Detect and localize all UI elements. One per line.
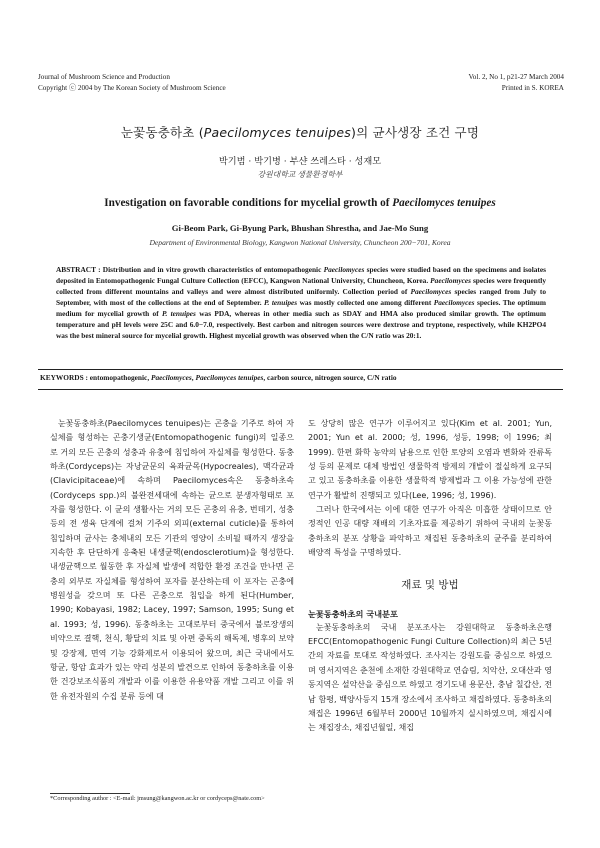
footnote-rule <box>50 793 130 794</box>
journal-header-right <box>469 72 565 93</box>
keywords: KEYWORDS : entomopathogenic, Paecilomyces, Paecilomyces tenuipes, carbon source, nitrogen source, C/N ratio <box>40 373 397 382</box>
volume-line: Vol. 2, No 1, p21-27 March 2004 <box>468 73 564 81</box>
section-heading-methods: 재료 및 방법 <box>401 579 459 592</box>
subsection-heading-distribution: 눈꽃동충하초의 국내분포 <box>308 608 398 619</box>
intro-paragraph-2: 그러나 한국에서는 이에 대한 연구가 아직은 미흡한 상태이므로 안정적인 인공 대량 재배의 기초자료를 제공하기 위하여 국내의 눈꽃동충하초의 분포 상황을 파악하고 채집된 동충하초의 균주를 분리하여 배양적 특성을 구명하였다. <box>308 505 552 558</box>
intro-paragraph-continued: 도 상당히 많은 연구가 이루어지고 있다(Kim et al. 2001; Yun, 2001; Yun et al. 2000; 성, 1996, 성등, 1998; 이 1996; 최 1999). 한편 화학 농약의 남용으로 인한 토양의 오염과 변화와 잔류독성 등의 문제로 대체 방법인 생물학적 방제의 개발이 절실하게 요구되고 있고 동충하초를 이용한 생물학적 방제법과 그 이용 가능성에 관한 연구가 활발히 진행되고 있다(Lee, 1996; 성, 1996). <box>308 419 552 500</box>
journal-header-left <box>38 72 226 93</box>
printed-line: Printed in S. KOREA <box>501 83 564 92</box>
affiliation-korean: 강원대학교 생물환경학부 <box>257 170 343 179</box>
journal-name: Journal of Mushroom Science and Production <box>38 73 170 81</box>
keywords-label: KEYWORDS : <box>40 373 88 382</box>
methods-paragraph-1: 눈꽃동충하초의 국내 분포조사는 강원대학교 동충하초은행 EFCC(Entomopathogenic Fungi Culture Collection)의 최근 5년간의 자료를 토대로 작성하였다. 조사지는 강원도를 중심으로 하였으며 영서지역은 춘천에 소재한 강원대학교 연습림, 치악산, 오대산과 영동지역은 설악산을 중심으로 하였고 경기도내 용문산, 충남 칠갑산, 전남 함평, 백양사등지 15개 장소에서 조사하고 채집하였다. 동충하초의 채집은 1996년 6월부터 2000년 10월까지 실시하였으며, 채집시에는 채집장소, 채집년월일, 채집 <box>308 622 552 733</box>
abstract-label: ABSTRACT : <box>56 265 101 274</box>
title-english: Investigation on favorable conditions for mycelial growth of Paecilomyces tenuipes <box>104 197 496 209</box>
body-column-right <box>308 417 552 736</box>
title-korean: 눈꽃동충하초 (Paecilomyces tenuipes)의 균사생장 조건 구명 <box>120 125 480 140</box>
abstract: ABSTRACT : Distribution and in vitro growth characteristics of entomopathogenic Paecilomyces species were studied based on the specimens and isolates deposited in Entomopathogenic Fungal Culture Collection (EFCC), Kangwon National University, Chuncheon, Korea. Paecilomyces species were frequently collected from different mountains and valleys and were almost distributed uniformly. Collection period of Paecilomyces species ranged from July to September, with most of the collections at the end of September. P. tenuipes was mostly collected one among different Paecilomyces species. The optimum medium for mycelial growth of P. tenuipes was PDA, whereas in other media such as SDAY and HMA also produced similar growth. The optimum temperature and pH levels were 25C and 6.0−7.0, respectively. Best carbon and nitrogen sources were dextrose and tryptone, respectively, while KH2PO4 was the best mineral source for mycelial growth. Highest mycelial growth was observed when the C/N ratio was 20:1. <box>56 265 547 340</box>
authors-korean: 박기범 · 박기병 · 부샨 쓰레스타 · 성재모 <box>218 156 382 167</box>
affiliation-english: Department of Environmental Biology, Kangwon National University, Chuncheon 200−701, Korea <box>149 238 451 247</box>
copyright-line: Copyright ⓒ 2004 by The Korean Society of Mushroom Science <box>38 83 226 92</box>
authors-english: Gi-Beom Park, Gi-Byung Park, Bhushan Shrestha, and Jae-Mo Sung <box>171 223 429 233</box>
keywords-bottom-rule <box>38 389 563 390</box>
keywords-top-rule <box>38 369 563 370</box>
body-column-left <box>50 417 294 704</box>
intro-paragraph-1: 눈꽃동충하초(Paecilomyces tenuipes)는 곤충을 기주로 하여 자실체를 형성하는 곤충기생균(Entomopathogenic fungi)의 일종으로 거의 모든 곤충의 성충과 유충에 침입하여 자실체를 형성한다. 동충하초(Cordyceps)는 자낭균문의 육좌균목(Hypocreales), 맥각균과(Clavicipitaceae)에 속하며 Paecilomyces속은 동충하초속(Cordyceps spp.)의 불완전세대에 속하는 균으로 분생자형태로 포자를 형성한다. 이 균의 생활사는 거의 모든 곤충의 유충, 번데기, 성충 등의 전 생육 단계에 걸쳐 기주의 외피(external cuticle)를 통하여 침입하며 균사는 충체내의 모든 기관의 영양이 소비될 때까지 생장을 지속한 후 단단하게 응축된 내생균핵(endosclerotium)을 형성한다. 내생균핵으로 월동한 후 자실체 발생에 적합한 환경 조건을 만나면 곤충의 외부로 자실체를 형성하여 포자를 분산하는데 이 포자는 곤충에 병원성을 갖으며 또 다른 곤충으로 침입을 하게 된다(Humber, 1990; Kobayasi, 1982; Lacey, 1997; Samson, 1995; Sung et al. 1993; 성, 1996). 동충하초는 고대로부터 중국에서 불로장생의 비약으로 결핵, 천식, 황달의 치료 및 아편 중독의 해독제, 병후의 보약 및 강장제, 면역 기능 강화제로서 이용되어 왔으며, 최근 국내에서도 항균, 항암 효과가 있는 약리 성분의 발견으로 인하여 동충하초를 이용한 건강보조식품의 개발과 이를 이용한 유용약품 개발 그리고 이를 위한 유전자원의 수집 분류 등에 대 <box>50 419 294 701</box>
corresponding-author-footnote: *Corresponding author : <E-mail: jmsung@kangwon.ac.kr or cordyceps@nate.com> <box>50 795 265 802</box>
